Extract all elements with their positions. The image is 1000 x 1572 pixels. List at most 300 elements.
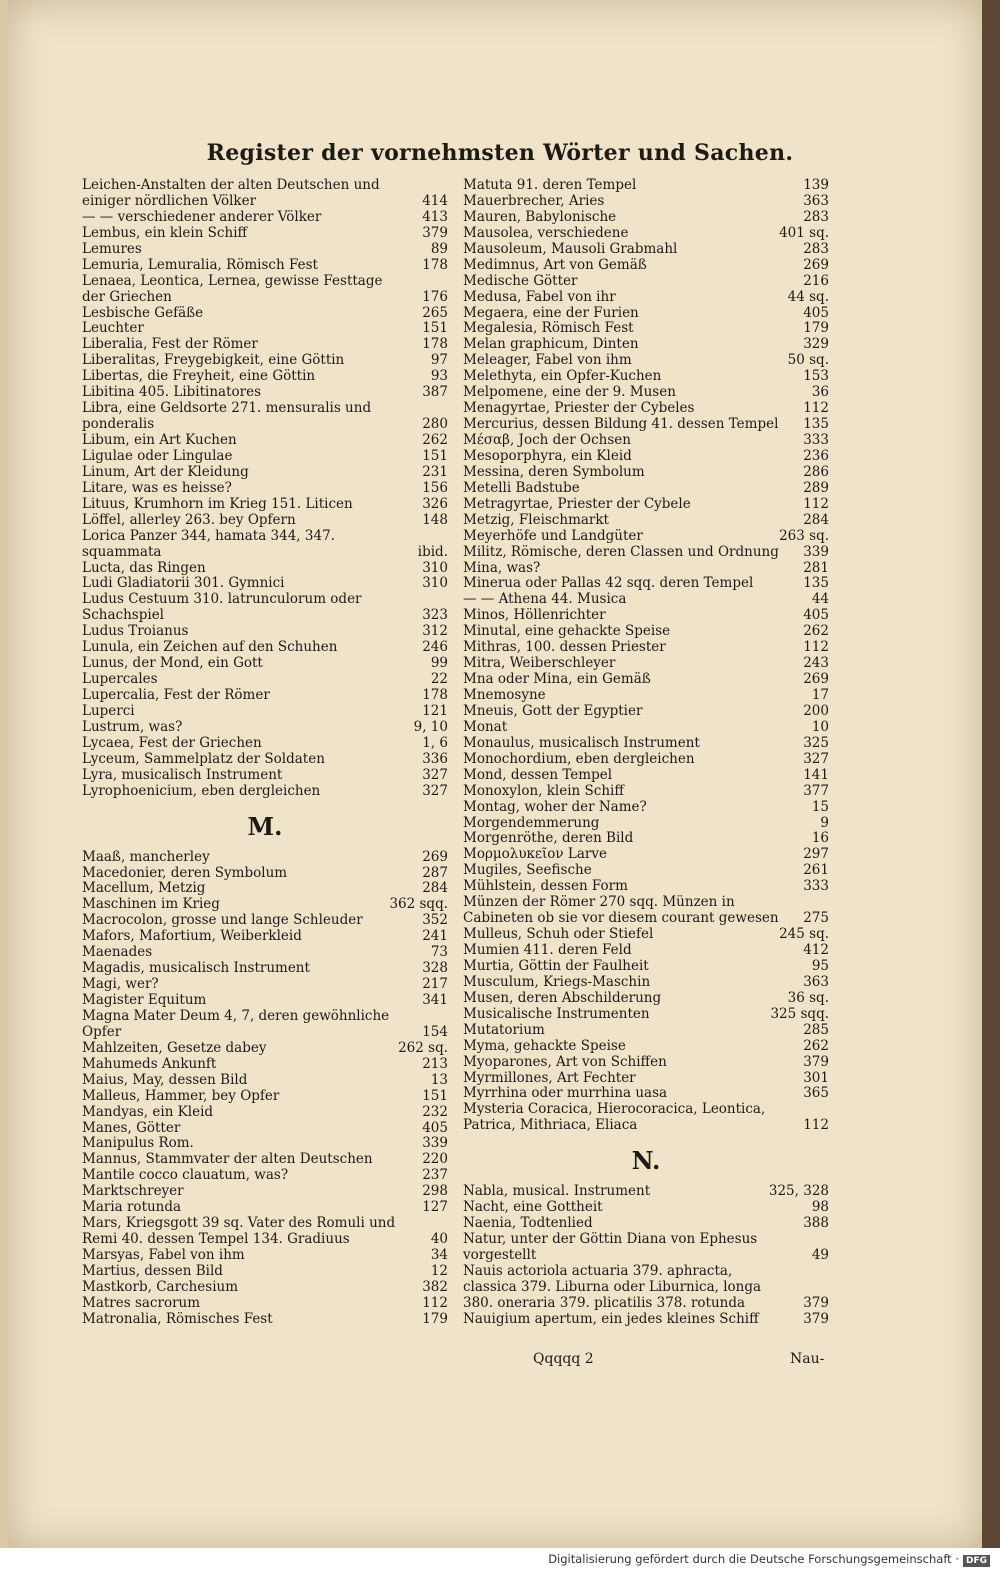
entry-text: Μέσαβ, Joch der Ochsen [463,432,631,448]
index-entry [82,672,448,688]
page-reference: 284 [803,511,829,528]
entry-text: Metragyrtae, Priester der Cybele [463,495,691,512]
page-reference: 289 [803,479,829,496]
index-entry [463,210,829,226]
page-reference: 97 [430,352,448,369]
page-reference: 387 [422,384,448,401]
page-reference: 9 [820,814,829,831]
page-reference: 379 [803,1294,829,1311]
index-entry [463,513,829,529]
page-reference: 40 [430,1231,448,1248]
entry-text: Malleus, Hammer, bey Opfer [82,1087,280,1104]
entry-text: Nauis actoriola actuaria 379. aphracta, classica 379. Liburna oder Liburnica, longa 380. oneraria 379. plicatilis 378. rotunda [463,1262,762,1311]
entry-text: Magister Equitum [82,992,207,1008]
index-entry [82,977,448,993]
page-reference: 99 [430,655,448,672]
entry-text: Mnemosyne [463,687,546,703]
entry-text: Liberalia, Fest der Römer [82,336,258,353]
page-reference: 49 [811,1247,829,1263]
page-reference: 326 [422,495,448,512]
entry-text: Meleager, Fabel von ihm [463,352,632,369]
index-entry [463,704,829,720]
entry-text: Münzen der Römer 270 sqq. Münzen in Cabineten ob sie vor diesem courant gewesen [463,894,779,927]
entry-text: Nacht, eine Gottheit [463,1199,603,1216]
page-reference: 379 [803,1053,829,1070]
page-reference: 178 [422,256,448,273]
index-entry [82,720,448,736]
entry-text: Macellum, Metzig [82,880,206,897]
page-edge [0,0,8,1548]
entry-text: Nabla, musical. Instrument [463,1183,651,1200]
index-entry [463,1232,829,1264]
entry-text: Musicalische Instrumenten [463,1005,650,1022]
page-reference: 245 sq. [779,926,829,943]
index-entry [82,913,448,929]
index-entry [82,897,448,913]
entry-text: Messina, deren Symbolum [463,463,645,480]
index-entry [463,991,829,1007]
index-entry [463,1023,829,1039]
index-entry [82,561,448,577]
index-entry [82,704,448,720]
entry-text: Leuchter [82,320,144,337]
entry-text: Ludi Gladiatorii 301. Gymnici [82,575,285,592]
page-reference: 148 [422,511,448,528]
index-entry [463,975,829,991]
page-reference: 10 [811,718,829,735]
index-entry [82,961,448,977]
index-entry [463,449,829,465]
entry-text: Libertas, die Freyheit, eine Göttin [82,368,316,385]
index-entry [463,863,829,879]
page-reference: 405 [803,304,829,321]
entry-text: Morgendemmerung [463,814,600,831]
entry-text: Lycaea, Fest der Griechen [82,734,262,751]
entry-text: Melpomene, eine der 9. Musen [463,384,676,401]
entry-text: Löffel, allerley 263. bey Opfern [82,511,296,528]
page-reference: 265 [422,304,448,321]
entry-text: Monaulus, musicalisch Instrument [463,734,700,751]
entry-text: Nauigium apertum, ein jedes kleines Schiff [463,1310,759,1327]
page-reference: 405 [803,607,829,624]
index-entry [82,881,448,897]
entry-text: Manes, Götter [82,1119,181,1136]
index-entry [82,1152,448,1168]
index-entry [463,847,829,863]
section-letter: N. [631,1146,661,1176]
page-reference: 16 [811,830,829,847]
entry-text: Monochordium, eben dergleichen [463,750,695,767]
entry-text: Mauren, Babylonische [463,208,617,225]
entry-text: Lupercales [82,671,158,688]
index-entry [463,561,829,577]
page-reference: 178 [422,687,448,703]
entry-text: Lupercalia, Fest der Römer [82,687,270,703]
index-entry [463,433,829,449]
index-entry [82,1168,448,1184]
entry-text: Lemuria, Lemuralia, Römisch Fest [82,256,318,273]
entry-text: Maius, May, dessen Bild [82,1071,248,1088]
index-entry [463,417,829,433]
page-reference: 283 [803,208,829,225]
entry-text: Lituus, Krumhorn im Krieg 151. Liticen [82,495,353,512]
index-entry [463,672,829,688]
entry-text: — — Athena 44. Musica [463,591,627,608]
index-entry [463,353,829,369]
entry-text: Mitra, Weiberschleyer [463,655,616,672]
printer-signature: Qqqqq 2 [533,1351,594,1367]
entry-text: Minutal, eine gehackte Speise [463,623,671,640]
index-entry [82,1296,448,1312]
entry-text: Lunus, der Mond, ein Gott [82,655,263,672]
page-reference: 262 [422,432,448,448]
entry-text: Matuta 91. deren Tempel [463,177,637,193]
index-entry [463,943,829,959]
entry-text: Metzig, Fleischmarkt [463,511,609,528]
index-entry [463,1200,829,1216]
index-entry [82,497,448,513]
page-reference: 236 [803,447,829,464]
index-entry [463,369,829,385]
index-entry [82,1264,448,1280]
page-reference: 261 [803,862,829,879]
page-reference: 176 [422,288,448,305]
page-reference: 379 [803,1310,829,1327]
index-entry [82,513,448,529]
entry-text: Magna Mater Deum 4, 7, deren gewöhnliche Opfer [82,1007,390,1040]
dfg-logo-icon: DFG [963,1555,990,1567]
page-reference: 34 [430,1247,448,1263]
index-entry [463,688,829,704]
entry-text: Mina, was? [463,559,541,576]
entry-text: Mna oder Mina, ein Gemäß [463,671,651,688]
index-entry [82,1136,448,1152]
index-entry [82,353,448,369]
page-reference: 151 [422,320,448,337]
index-entry [82,736,448,752]
index-entry [463,640,829,656]
page-reference: 89 [430,240,448,257]
index-column-left [82,178,448,1328]
page-reference: 141 [803,766,829,783]
entry-text: Megaera, eine der Furien [463,304,639,321]
index-entry [463,321,829,337]
entry-text: Linum, Art der Kleidung [82,463,249,480]
index-entry [82,1280,448,1296]
page-reference: 323 [422,607,448,624]
entry-text: Martius, dessen Bild [82,1262,223,1279]
index-entry [82,465,448,481]
index-entry [463,306,829,322]
entry-text: Medusa, Fabel von ihr [463,288,616,305]
index-entry [463,1039,829,1055]
index-entry [82,688,448,704]
index-column-right [463,178,829,1328]
index-entry [463,1102,829,1134]
index-entry [463,497,829,513]
index-entry [82,481,448,497]
index-entry [82,226,448,242]
page-reference: 413 [422,208,448,225]
page-reference: 297 [803,846,829,863]
page-reference: 179 [803,320,829,337]
index-entry [463,736,829,752]
page-reference: 231 [422,463,448,480]
entry-text: Melan graphicum, Dinten [463,336,639,353]
page-reference: 9, 10 [413,718,448,735]
entry-text: Morgenröthe, deren Bild [463,830,634,847]
page-reference: 325, 328 [768,1183,829,1200]
entry-text: Mars, Kriegsgott 39 sq. Vater des Romuli und Remi 40. dessen Tempel 134. Gradiuus [82,1215,396,1248]
page-reference: 382 [422,1278,448,1295]
index-entry [82,993,448,1009]
page-reference: 312 [422,623,448,640]
entry-text: Mutatorium [463,1021,545,1038]
entry-text: Mafors, Mafortium, Weiberkleid [82,928,302,945]
page-reference: 217 [422,976,448,993]
index-entry [463,592,829,608]
entry-text: Megalesia, Römisch Fest [463,320,634,337]
page-reference: 121 [422,702,448,719]
entry-text: Manipulus Rom. [82,1135,194,1152]
index-entry [82,656,448,672]
entry-text: Ligulae oder Lingulae [82,447,233,464]
index-entry [82,210,448,226]
index-entry [82,321,448,337]
page-reference: 283 [803,240,829,257]
index-entry [463,831,829,847]
page-reference: 36 sq. [787,989,829,1006]
page-reference: 237 [422,1167,448,1184]
entry-text: Militz, Römische, deren Classen und Ordnung [463,543,779,560]
entry-text: Mercurius, dessen Bildung 41. dessen Tempel [463,416,779,433]
index-entry [82,258,448,274]
page-reference: 327 [422,766,448,783]
page-reference: 151 [422,447,448,464]
entry-text: Natur, unter der Göttin Diana von Ephesus vorgestellt [463,1231,758,1263]
index-entry [463,608,829,624]
entry-text: Mysteria Coracica, Hierocoracica, Leontica, Patrica, Mithriaca, Eliaca [463,1101,766,1134]
index-entry [82,337,448,353]
entry-text: Maria rotunda [82,1199,182,1216]
index-entry [82,640,448,656]
page-reference: 151 [422,1087,448,1104]
index-entry [463,576,829,592]
entry-text: Lucta, das Ringen [82,559,206,576]
page-title: Register der vornehmsten Wörter und Sachen. [206,140,794,166]
index-entry [463,784,829,800]
entry-text: Lyrophoenicium, eben dergleichen [82,782,321,799]
page-reference: 287 [422,864,448,881]
page-reference: 246 [422,639,448,656]
entry-text: Litare, was es heisse? [82,479,232,496]
index-entry [82,1216,448,1248]
entry-text: — — verschiedener anderer Völker [82,208,322,225]
page-reference: 36 [811,384,829,401]
book-spine-edge [982,0,1000,1548]
index-entry [463,242,829,258]
index-entry [463,1055,829,1071]
entry-text: Maenades [82,944,153,961]
index-entry [82,1184,448,1200]
entry-text: Mithras, 100. dessen Priester [463,639,666,656]
index-entry [82,178,448,210]
index-entry [82,1057,448,1073]
page-reference: 135 [803,575,829,592]
index-entry [463,800,829,816]
page-reference: 112 [803,400,829,417]
page-reference: 333 [803,432,829,448]
page-reference: 301 [803,1069,829,1086]
page-reference: 405 [422,1119,448,1136]
page-reference: 17 [811,687,829,703]
page-reference: 269 [803,671,829,688]
index-entry [463,1007,829,1023]
entry-text: Mahlzeiten, Gesetze dabey [82,1039,267,1056]
entry-text: Magi, wer? [82,976,159,993]
page-reference: 263 sq. [779,527,829,544]
page-reference: 365 [803,1085,829,1102]
page-reference: 379 [422,224,448,241]
entry-text: Mugiles, Seefische [463,862,592,879]
index-entry [82,1105,448,1121]
index-entry [463,1264,829,1312]
index-entry [463,927,829,943]
index-entry [463,274,829,290]
page-reference: 363 [803,973,829,990]
entry-text: Mantile cocco clauatum, was? [82,1167,289,1184]
page-reference: 327 [803,750,829,767]
entry-text: Lorica Panzer 344, hamata 344, 347. squammata [82,527,335,560]
index-entry [463,401,829,417]
page-reference: 262 [803,623,829,640]
entry-text: Mastkorb, Carchesium [82,1278,239,1295]
entry-text: Myoparones, Art von Schiffen [463,1053,667,1070]
entry-text: Mühlstein, dessen Form [463,878,628,895]
entry-text: Matronalia, Römisches Fest [82,1310,273,1327]
page-reference: 336 [422,750,448,767]
entry-text: Minerua oder Pallas 42 sqq. deren Tempel [463,575,754,592]
index-entry [82,945,448,961]
entry-text: Lustrum, was? [82,718,183,735]
page-reference: 339 [803,543,829,560]
index-entry [463,529,829,545]
page-reference: 401 sq. [779,224,829,241]
page-reference: 241 [422,928,448,945]
entry-text: Meyerhöfe und Landgüter [463,527,643,544]
entry-text: Medische Götter [463,272,578,289]
entry-text: Mausolea, verschiedene [463,224,629,241]
page-reference: 333 [803,878,829,895]
entry-text: Lyceum, Sammelplatz der Soldaten [82,750,325,767]
page-reference: 200 [803,702,829,719]
index-entry [463,465,829,481]
entry-text: Melethyta, ein Opfer-Kuchen [463,368,662,385]
page-reference: 377 [803,782,829,799]
index-entry [82,850,448,866]
page-reference: 310 [422,559,448,576]
index-entry [463,720,829,736]
page-reference: 139 [803,177,829,193]
index-entry [82,242,448,258]
entry-text: Libitina 405. Libitinatores [82,384,262,401]
page-reference: 156 [422,479,448,496]
page-reference: 44 sq. [787,288,829,305]
entry-text: Menagyrtae, Priester der Cybeles [463,400,695,417]
entry-text: Lunula, ein Zeichen auf den Schuhen [82,639,338,656]
page-reference: 362 sqq. [389,896,448,913]
page-reference: 329 [803,336,829,353]
page-reference: 1, 6 [422,734,448,751]
entry-text: Ludus Cestuum 310. latrunculorum oder Schachspiel [82,591,362,624]
entry-text: Lembus, ein klein Schiff [82,224,248,241]
section-letter: M. [247,811,283,841]
entry-text: Lesbische Gefäße [82,304,204,321]
entry-text: Medimnus, Art von Gemäß [463,256,647,273]
page-reference: 325 [803,734,829,751]
index-entry [82,401,448,433]
entry-text: Mneuis, Gott der Egyptier [463,702,643,719]
page-reference: 112 [803,1117,829,1134]
page-reference: 352 [422,912,448,929]
entry-text: Μορμολυκεῖον Larve [463,846,607,863]
index-entry [463,752,829,768]
entry-text: Libra, eine Geldsorte 271. mensuralis und ponderalis [82,400,372,433]
index-entry [463,1086,829,1102]
footer-credit [548,1552,990,1567]
entry-text: Mond, dessen Tempel [463,766,613,783]
index-entry [82,433,448,449]
entry-text: Musen, deren Abschilderung [463,989,662,1006]
index-entry [82,1200,448,1216]
index-entry [463,1216,829,1232]
index-entry [463,879,829,895]
page-reference: 153 [803,368,829,385]
page-reference: 286 [803,463,829,480]
entry-text: Musculum, Kriegs-Maschin [463,973,651,990]
page-reference: 220 [422,1151,448,1168]
index-entry [82,529,448,561]
page-reference: 275 [803,910,829,927]
entry-text: Mauerbrecher, Aries [463,192,605,209]
entry-text: Macedonier, deren Symbolum [82,864,288,881]
page-reference: 13 [430,1071,448,1088]
index-entry [82,624,448,640]
index-entry [82,752,448,768]
page-reference: 341 [422,992,448,1008]
entry-text: Metelli Badstube [463,479,580,496]
index-entry [82,1041,448,1057]
index-entry [463,481,829,497]
entry-text: Lemures [82,240,142,257]
entry-text: Mausoleum, Mausoli Grabmahl [463,240,678,257]
page-reference: 281 [803,559,829,576]
page-reference: 414 [422,192,448,209]
index-entry [82,385,448,401]
entry-text: Montag, woher der Name? [463,798,647,815]
entry-text: Macrocolon, grosse und lange Schleuder [82,912,363,929]
page-reference: 280 [422,416,448,433]
entry-text: Naenia, Todtenlied [463,1215,593,1232]
page-reference: 232 [422,1103,448,1120]
page-reference: 262 sq. [398,1039,448,1056]
page-reference: 269 [422,848,448,865]
entry-text: Monat [463,718,508,735]
page-reference: 284 [422,880,448,897]
index-entry [82,1248,448,1264]
page-reference: 135 [803,416,829,433]
page-reference: 12 [430,1262,448,1279]
